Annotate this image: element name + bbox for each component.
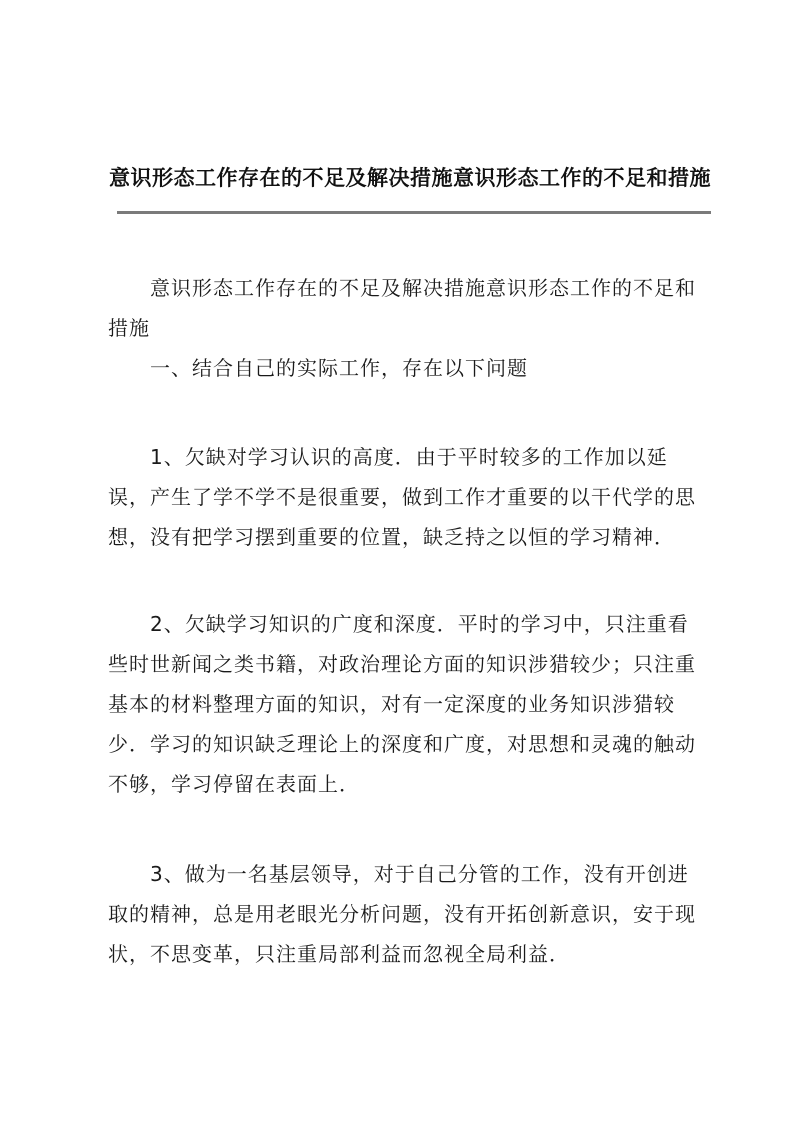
section-heading: 一、结合自己的实际工作，存在以下问题 (150, 356, 528, 380)
document-title: 意识形态工作存在的不足及解决措施意识形态工作的不足和措施 (109, 165, 711, 190)
issue-paragraph-2: 2、欠缺学习知识的广度和深度．平时的学习中，只注重看些时世新闻之类书籍，对政治理论方面的知识涉猎较少；只注重基本的材料整理方面的知识，对有一定深度的业务知识涉猎较少．学习的知识缺乏理论上的深度和广度，对思想和灵魂的触动不够，学习停留在表面上． (108, 612, 696, 796)
issue-paragraph-1: 1、欠缺对学习认识的高度．由于平时较多的工作加以延误，产生了学不学不是很重要，做到工作才重要的以干代学的思想，没有把学习摆到重要的位置，缺乏持之以恒的学习精神． (108, 445, 696, 549)
issue-1-block (108, 437, 708, 557)
issue-2-block (108, 604, 708, 804)
issue-paragraph-3: 3、做为一名基层领导，对于自己分管的工作，没有开创进取的精神，总是用老眼光分析问题，没有开拓创新意识，安于现状，不思变革，只注重局部利益而忽视全局利益． (108, 862, 696, 966)
issue-3-block (108, 854, 708, 974)
title-divider (117, 211, 711, 214)
intro-block (108, 268, 708, 388)
intro-paragraph: 意识形态工作存在的不足及解决措施意识形态工作的不足和措施 (108, 276, 696, 340)
